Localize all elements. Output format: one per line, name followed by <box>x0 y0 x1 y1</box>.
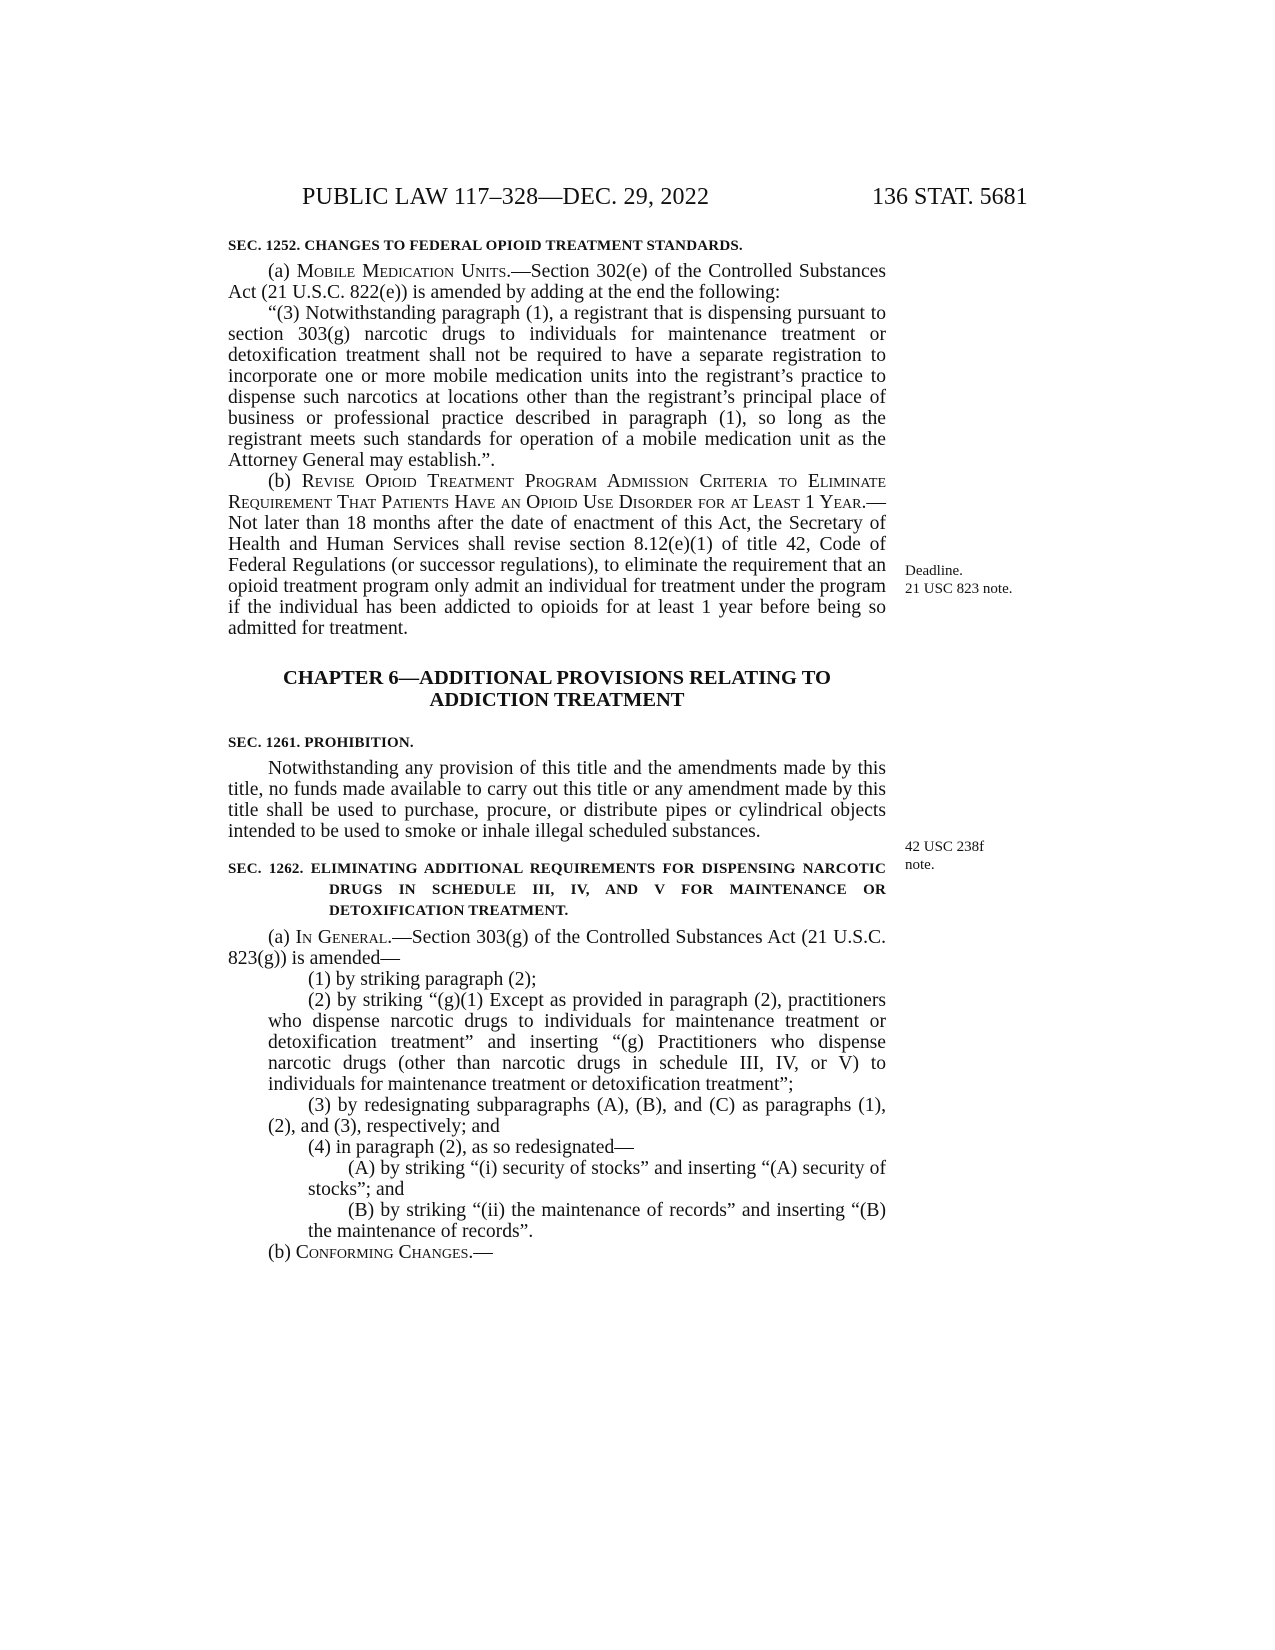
subsection-1252-a <box>228 261 886 303</box>
page-number: 136 STAT. 5681 <box>872 184 1028 210</box>
section-heading-1262: SEC. 1262. ELIMINATING ADDITIONAL REQUIREMENTS FOR DISPENSING NARCOTIC DRUGS IN SCHEDULE III, IV, AND V FOR MAINTENANCE OR DETOXIFICATION TREATMENT. <box>228 861 886 919</box>
margin-note-deadline <box>905 562 1013 598</box>
chapter-heading-line1: CHAPTER 6—ADDITIONAL PROVISIONS RELATING TO <box>283 667 831 689</box>
margin-note-usc-823: 21 USC 823 note. <box>905 581 1013 597</box>
margin-note-usc-238f-line2: note. <box>905 857 935 873</box>
subsection-label: (a) <box>268 261 297 282</box>
list-item-B: (B) by striking “(ii) the maintenance of records” and inserting “(B) the maintenance of records”. <box>308 1200 886 1242</box>
subsection-1252-b <box>228 471 886 639</box>
section-heading-1252: SEC. 1252. CHANGES TO FEDERAL OPIOID TREATMENT STANDARDS. <box>228 238 743 254</box>
list-item-4: (4) in paragraph (2), as so redesignated— <box>308 1137 634 1158</box>
subsection-caption: Revise Opioid Treatment Program Admission Criteria to Eliminate Requirement That Patients Have an Opioid Use Disorder for at Least 1 Year. <box>228 471 886 513</box>
subsection-text: —Not later than 18 months after the date of enactment of this Act, the Secretary of Health and Human Services shall revise section 8.12(e)(1) of title 42, Code of Federal Regulations (or successor regulations), to eliminate the requirement that an opioid treatment program only admit an individual for treatment under the program if the individual has been addicted to opioids for at least 1 year before being so admitted for treatment. <box>228 492 886 639</box>
subsection-label: (b) <box>268 471 302 492</box>
chapter-heading-line2: ADDICTION TREATMENT <box>429 689 685 711</box>
list-item-3: (3) by redesignating subparagraphs (A), (B), and (C) as paragraphs (1), (2), and (3), respectively; and <box>268 1095 886 1137</box>
subsection-text: — <box>473 1242 493 1263</box>
subsection-1262-a <box>228 927 886 969</box>
subsection-text: —Section 303(g) of the Controlled Substances Act (21 U.S.C. 823(g)) is amended— <box>228 927 887 969</box>
quoted-paragraph-3: “(3) Notwithstanding paragraph (1), a registrant that is dispensing pursuant to section 303(g) narcotic drugs to individuals for maintenance treatment or detoxification treatment shall not be required to have a separate registration to incorporate one or more mobile medication units into the registrant’s practice to dispense such narcotics at locations other than the registrant’s principal place of business or professional practice described in paragraph (1), so long as the registrant meets such standards for operation of a mobile medication unit as the Attorney General may establish.”. <box>228 303 886 471</box>
section-1261-text: Notwithstanding any provision of this title and the amendments made by this title, no funds made available to carry out this title or any amendment made by this title shall be used to purchase, procure, or distribute pipes or cylindrical objects intended to be used to smoke or inhale illegal scheduled substances. <box>228 758 886 842</box>
subsection-label: (a) <box>268 927 296 948</box>
body-text-column <box>228 236 886 1263</box>
subsection-caption: Conforming Changes. <box>295 1242 474 1263</box>
subsection-caption: In General. <box>295 927 393 948</box>
running-header: PUBLIC LAW 117–328—DEC. 29, 2022 <box>302 184 710 210</box>
margin-note-usc-238f-line1: 42 USC 238f <box>905 839 985 855</box>
subsection-1262-b <box>228 1242 886 1263</box>
subsection-text: —Section 302(e) of the Controlled Substances Act (21 U.S.C. 822(e)) is amended by adding at the end the following: <box>228 261 886 303</box>
list-item-2: (2) by striking “(g)(1) Except as provided in paragraph (2), practitioners who dispense narcotic drugs to individuals for maintenance treatment or detoxification treatment” and inserting “(g) Practitioners who dispense narcotic drugs (other than narcotic drugs in schedule III, IV, or V) to individuals for maintenance treatment or detoxification treatment”; <box>268 990 886 1095</box>
subsection-caption: Mobile Medication Units. <box>296 261 512 282</box>
chapter-heading <box>228 667 886 711</box>
list-item-A: (A) by striking “(i) security of stocks” and inserting “(A) security of stocks”; and <box>308 1158 886 1200</box>
margin-note-deadline-label: Deadline. <box>905 563 963 579</box>
subsection-label: (b) <box>268 1242 296 1263</box>
margin-note-usc-238f <box>905 838 984 874</box>
section-heading-1261: SEC. 1261. PROHIBITION. <box>228 735 414 751</box>
list-item-1: (1) by striking paragraph (2); <box>308 969 537 990</box>
